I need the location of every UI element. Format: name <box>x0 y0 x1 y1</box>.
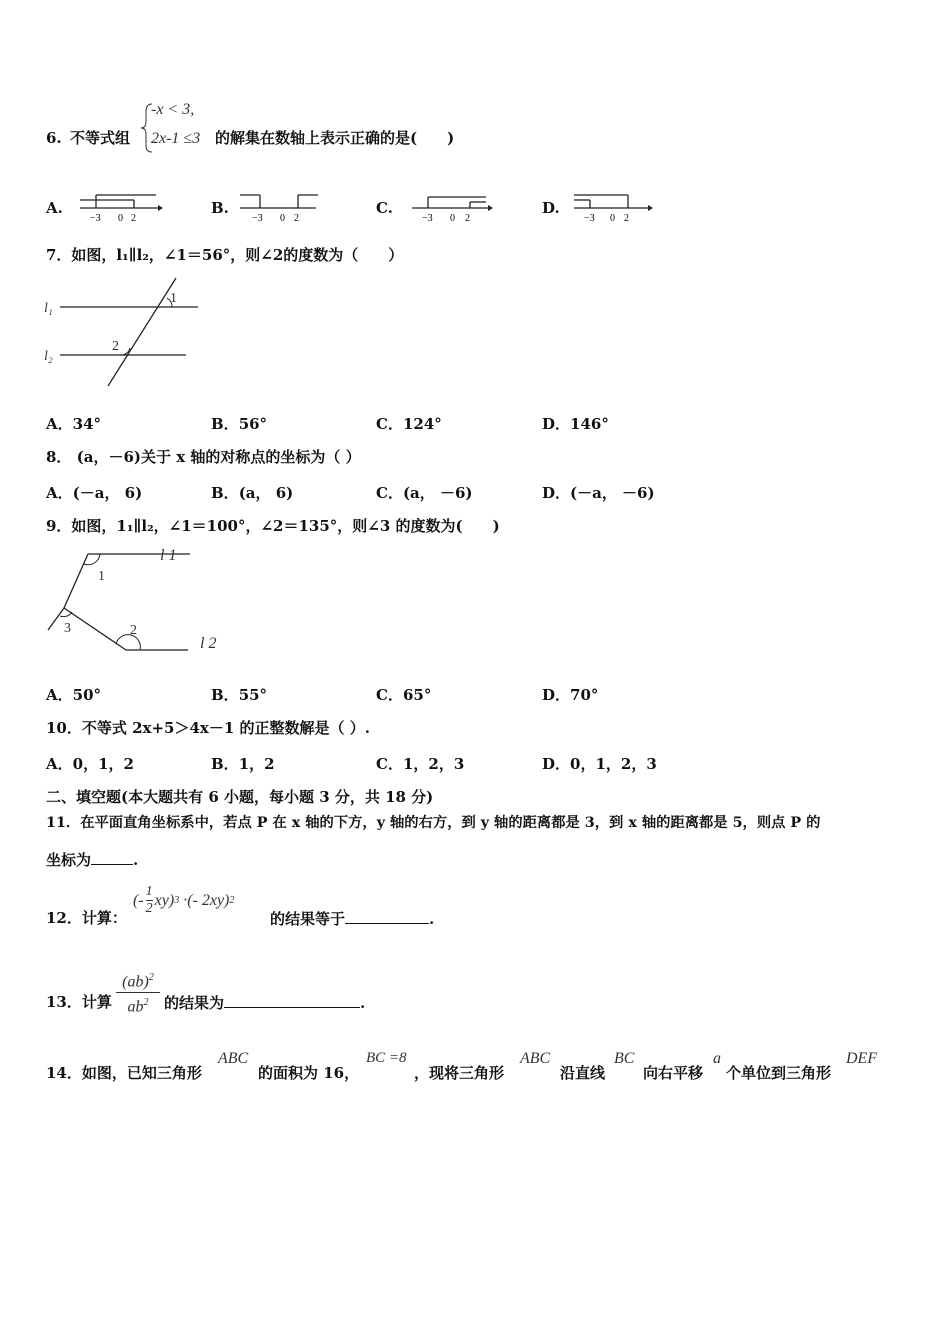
q14-part2: 的面积为 16， <box>258 1064 360 1082</box>
q13-suffix: 的结果为 . <box>164 994 366 1012</box>
q10-option-d: D．0，1，2，3 <box>542 755 657 773</box>
q11-line1: 11．在平面直角坐标系中，若点 P 在 x 轴的下方，y 轴的右方，到 y 轴的距离都是 3，到 x 轴的距离都是 5，则点 P 的 <box>46 815 821 831</box>
q9-option-c: C．65° <box>376 686 432 704</box>
tick-label: −3 <box>90 213 101 224</box>
q11-line2: 坐标为 . <box>46 851 139 869</box>
q6-option-b-label: B. <box>211 199 229 217</box>
q14-math-bc8: BC =8 <box>366 1050 407 1066</box>
q8-text: 8． (a，－6)关于 x 轴的对称点的坐标为（ ） <box>46 448 361 466</box>
q12-answer-blank[interactable] <box>345 909 429 924</box>
q7-angle2-label: 2 <box>112 339 119 354</box>
q8-option-d: D．(－a， －6) <box>542 484 655 502</box>
q9-angle1-label: 1 <box>98 569 105 584</box>
q9-option-a: A．50° <box>46 686 102 704</box>
q14-math-def: DEF <box>846 1050 878 1067</box>
q10-option-c: C．1，2，3 <box>376 755 465 773</box>
q11-answer-blank[interactable] <box>91 850 133 865</box>
tick-label: 2 <box>465 213 470 224</box>
q10-option-a: A．0，1，2 <box>46 755 134 773</box>
q13-fraction: $\frac{(ab)^2}{ab^2}$ <box>116 968 160 1018</box>
q12-expression: (- $\frac{1}{2}$ xy) 3 ·(- 2xy) 2 <box>133 884 235 916</box>
tick-label: 0 <box>610 213 615 224</box>
tick-label: 0 <box>280 213 285 224</box>
q8-option-b: B．(a， 6) <box>211 484 294 502</box>
q7-option-a: A．34° <box>46 415 102 433</box>
q6-number: 6. <box>46 129 62 147</box>
q9-l1-label: l 1 <box>160 547 177 564</box>
q9-text: 9．如图，1₁∥l₂，∠1＝100°，∠2＝135°，则∠3 的度数为( ) <box>46 517 500 535</box>
tick-label: 2 <box>131 213 136 224</box>
q6-inequality-2: 2x-1 ≤3 <box>151 130 201 147</box>
tick-label: −3 <box>252 213 263 224</box>
q14-math-a: a <box>713 1050 721 1067</box>
q6-option-c-numberline <box>410 188 495 226</box>
q7-text: 7．如图，l₁∥l₂，∠1＝56°，则∠2的度数为（ ） <box>46 246 404 264</box>
q6-inequality-1: -x < 3, <box>151 101 195 118</box>
q13-answer-blank[interactable] <box>224 993 360 1008</box>
q12-prefix: 12．计算： <box>46 909 127 927</box>
q6-prefix: 不等式组 <box>70 129 131 147</box>
q9-option-b: B．55° <box>211 686 268 704</box>
q7-option-d: D．146° <box>542 415 609 433</box>
q14-math-abc: ABC <box>218 1050 249 1067</box>
q10-text: 10．不等式 2x+5＞4x－1 的正整数解是（ ）. <box>46 719 370 737</box>
q8-option-a: A．(－a， 6) <box>46 484 143 502</box>
q14-part4: 沿直线 <box>560 1064 606 1082</box>
tick-label: 2 <box>624 213 629 224</box>
tick-label: −3 <box>584 213 595 224</box>
q14-part5: 向右平移 <box>643 1064 704 1082</box>
q9-figure <box>40 540 230 665</box>
q14-math-abc-2: ABC <box>520 1050 551 1067</box>
q14-part1: 14．如图，已知三角形 <box>46 1064 202 1082</box>
q8-option-c: C．(a， －6) <box>376 484 473 502</box>
q10-option-b: B．1，2 <box>211 755 275 773</box>
tick-label: 0 <box>118 213 123 224</box>
tick-label: −3 <box>422 213 433 224</box>
q6-option-a-numberline <box>78 188 163 226</box>
q6-option-d-numberline <box>572 188 657 226</box>
q7-figure <box>40 276 205 391</box>
q7-option-b: B．56° <box>211 415 268 433</box>
tick-label: 0 <box>450 213 455 224</box>
q6-suffix: 的解集在数轴上表示正确的是( ) <box>215 129 455 147</box>
q9-angle3-label: 3 <box>64 621 71 636</box>
q6-option-a-label: A. <box>46 199 63 217</box>
q14-part6: 个单位到三角形 <box>726 1064 832 1082</box>
q12-suffix: 的结果等于 . <box>270 910 435 928</box>
q9-option-d: D．70° <box>542 686 599 704</box>
q6-option-d-label: D. <box>542 199 560 217</box>
section-2-title: 二、填空题(本大题共有 6 小题，每小题 3 分，共 18 分) <box>46 788 434 806</box>
tick-label: 2 <box>294 213 299 224</box>
q9-l2-label: l 2 <box>200 635 217 652</box>
q9-angle2-label: 2 <box>130 623 137 638</box>
q7-l1-label: l₁ <box>44 301 53 316</box>
q7-option-c: C．124° <box>376 415 442 433</box>
q14-part3: ，现将三角形 <box>414 1064 505 1082</box>
q6-option-b-numberline <box>238 188 323 226</box>
q7-l2-label: l₂ <box>44 349 53 364</box>
q13-prefix: 13．计算 <box>46 993 112 1011</box>
q7-angle1-label: 1 <box>170 291 177 306</box>
q14-math-bc: BC <box>614 1050 635 1067</box>
q6-option-c-label: C. <box>376 199 393 217</box>
